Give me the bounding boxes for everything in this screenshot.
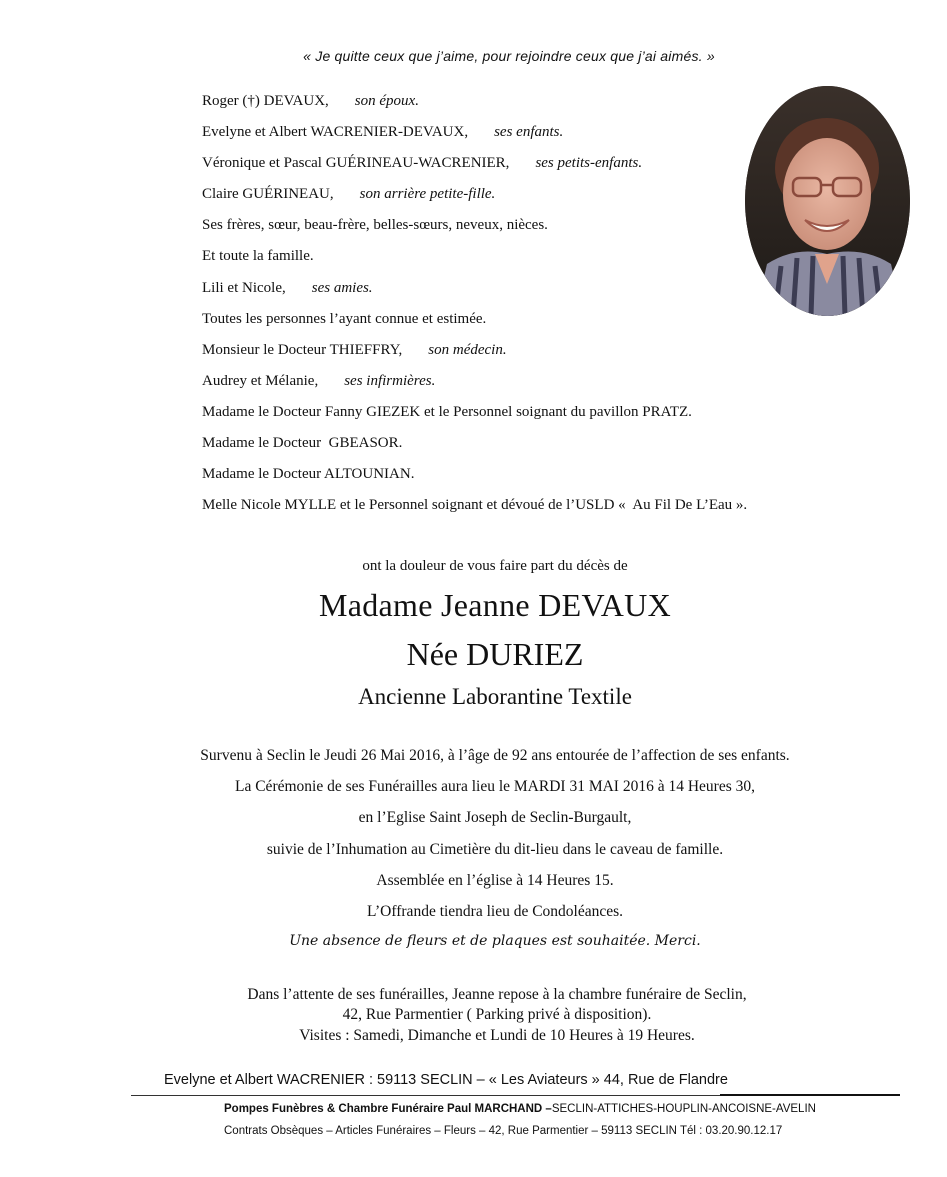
family-name: Madame le Docteur Fanny GIEZEK et le Personnel soignant du pavillon PRATZ. — [202, 404, 692, 420]
family-relation: son époux. — [354, 93, 419, 109]
family-row — [202, 280, 373, 297]
family-contact: Evelyne et Albert WACRENIER : 59113 SECLIN – « Les Aviateurs » 44, Rue de Flandre — [164, 1072, 728, 1088]
family-name: Monsieur le Docteur THIEFFRY, — [202, 342, 403, 358]
detail-line: L’Offrande tiendra lieu de Condoléances. — [366, 903, 624, 920]
family-name: Toutes les personnes l’ayant connue et estimée. — [202, 311, 487, 327]
family-row — [202, 373, 435, 390]
deceased-name: Madame Jeanne DEVAUX — [319, 587, 671, 623]
family-name: Claire GUÉRINEAU, — [202, 186, 334, 202]
family-name: Véronique et Pascal GUÉRINEAU-WACRENIER, — [202, 155, 510, 171]
family-row — [202, 155, 642, 172]
portrait-photo — [745, 86, 910, 316]
family-relation: son médecin. — [428, 342, 507, 358]
family-name: Madame le Docteur GBEASOR. — [202, 435, 403, 451]
wake-line: 42, Rue Parmentier ( Parking privé à disposition). — [342, 1006, 652, 1023]
family-row — [202, 497, 747, 514]
family-row — [202, 124, 563, 141]
family-relation: ses infirmières. — [344, 373, 436, 389]
portrait-illustration — [745, 86, 910, 316]
family-relation: ses petits-enfants. — [535, 155, 643, 171]
detail-line: Survenu à Seclin le Jeudi 26 Mai 2016, à l’âge de 92 ans entourée de l’affection de ses enfants. — [200, 747, 790, 764]
flowers-note: Une absence de fleurs et de plaques est souhaitée. Merci. — [289, 933, 701, 949]
family-row — [202, 466, 414, 483]
epigraph-quote: « Je quitte ceux que j’aime, pour rejoindre ceux que j’ai aimés. » — [303, 48, 715, 64]
funeral-home-name: Pompes Funèbres & Chambre Funéraire Paul MARCHAND – — [224, 1103, 552, 1115]
footer-divider-accent — [720, 1094, 900, 1096]
family-row — [202, 342, 507, 359]
family-name: Ses frères, sœur, beau-frère, belles-sœurs, neveux, nièces. — [202, 217, 548, 233]
family-name: Lili et Nicole, — [202, 280, 286, 296]
family-row — [202, 248, 314, 265]
family-relation: ses enfants. — [494, 124, 564, 140]
wake-line: Dans l’attente de ses funérailles, Jeanne repose à la chambre funéraire de Seclin, — [247, 986, 747, 1003]
family-name: Et toute la famille. — [202, 248, 314, 264]
family-row — [202, 435, 402, 452]
funeral-services-line: Contrats Obsèques – Articles Funéraires – Fleurs – 42, Rue Parmentier – 59113 SECLIN Tél : 03.20.90.12.17 — [224, 1125, 783, 1137]
family-row — [202, 217, 548, 234]
detail-line: suivie de l’Inhumation au Cimetière du dit-lieu dans le caveau de famille. — [266, 841, 724, 858]
family-name: Evelyne et Albert WACRENIER-DEVAUX, — [202, 124, 469, 140]
family-row — [202, 93, 419, 110]
family-name: Melle Nicole MYLLE et le Personnel soignant et dévoué de l’USLD « Au Fil De L’Eau ». — [202, 497, 748, 513]
family-row — [202, 186, 495, 203]
wake-line: Visites : Samedi, Dimanche et Lundi de 10 Heures à 19 Heures. — [299, 1027, 695, 1044]
family-row — [202, 404, 692, 421]
family-relation: ses amies. — [311, 280, 373, 296]
family-row — [202, 311, 486, 328]
family-name: Roger (†) DEVAUX, — [202, 93, 329, 109]
family-relation: son arrière petite-fille. — [359, 186, 496, 202]
funeral-home-locations: SECLIN-ATTICHES-HOUPLIN-ANCOISNE-AVELIN — [551, 1103, 816, 1115]
detail-line: La Cérémonie de ses Funérailles aura lieu le MARDI 31 MAI 2016 à 14 Heures 30, — [235, 778, 755, 795]
announcement-intro: ont la douleur de vous faire part du décès de — [362, 558, 628, 574]
profession: Ancienne Laborantine Textile — [358, 684, 632, 709]
maiden-name: Née DURIEZ — [406, 636, 584, 672]
detail-line: en l’Eglise Saint Joseph de Seclin-Burgault, — [358, 809, 632, 826]
family-name: Audrey et Mélanie, — [202, 373, 319, 389]
family-name: Madame le Docteur ALTOUNIAN. — [202, 466, 415, 482]
detail-line: Assemblée en l’église à 14 Heures 15. — [376, 872, 614, 889]
funeral-home-line — [224, 1103, 816, 1115]
